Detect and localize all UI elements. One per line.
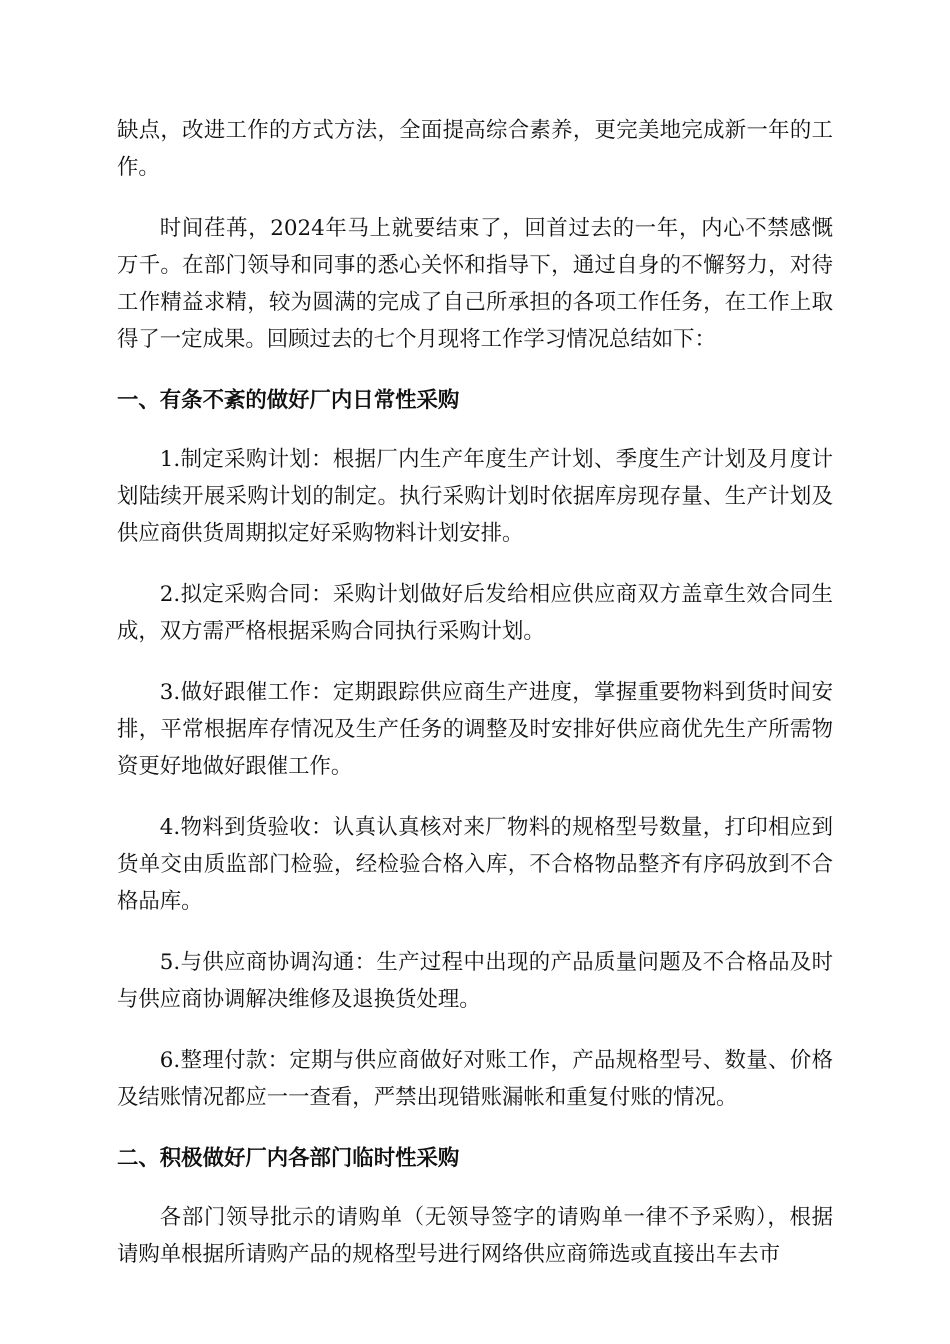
paragraph-continuation: 缺点，改进工作的方式方法，全面提高综合素养，更完美地完成新一年的工作。	[117, 118, 833, 180]
document-body	[117, 112, 833, 1273]
list-item-3: 3.做好跟催工作：定期跟踪供应商生产进度，掌握重要物料到货时间安排，平常根据库存情况及生产任务的调整及时安排好供应商优先生产所需物资更好地做好跟催工作。	[117, 680, 833, 779]
list-item-6: 6.整理付款：定期与供应商做好对账工作，产品规格型号、数量、价格及结账情况都应一一查看，严禁出现错账漏帐和重复付账的情况。	[117, 1048, 833, 1110]
list-item-2: 2.拟定采购合同：采购计划做好后发给相应供应商双方盖章生效合同生成，双方需严格根据采购合同执行采购计划。	[117, 582, 833, 644]
paragraph-last: 各部门领导批示的请购单（无领导签字的请购单一律不予采购），根据请购单根据所请购产品的规格型号进行网络供应商筛选或直接出车去市	[117, 1205, 833, 1267]
section-heading-2: 二、积极做好厂内各部门临时性采购	[117, 1146, 460, 1171]
section-heading-1: 一、有条不紊的做好厂内日常性采购	[117, 388, 460, 413]
list-item-1: 1.制定采购计划：根据厂内生产年度生产计划、季度生产计划及月度计划陆续开展采购计划的制定。执行采购计划时依据库房现存量、生产计划及供应商供货周期拟定好采购物料计划安排。	[117, 447, 833, 546]
list-item-5: 5.与供应商协调沟通：生产过程中出现的产品质量问题及不合格品及时与供应商协调解决维修及退换货处理。	[117, 950, 833, 1012]
list-item-4: 4.物料到货验收：认真认真核对来厂物料的规格型号数量，打印相应到货单交由质监部门检验，经检验合格入库，不合格物品整齐有序码放到不合格品库。	[117, 815, 833, 914]
paragraph-intro: 时间荏苒，2024年马上就要结束了，回首过去的一年，内心不禁感慨万千。在部门领导和同事的悉心关怀和指导下，通过自身的不懈努力，对待工作精益求精，较为圆满的完成了自己所承担的各项工作任务，在工作上取得了一定成果。回顾过去的七个月现将工作学习情况总结如下：	[117, 216, 833, 352]
